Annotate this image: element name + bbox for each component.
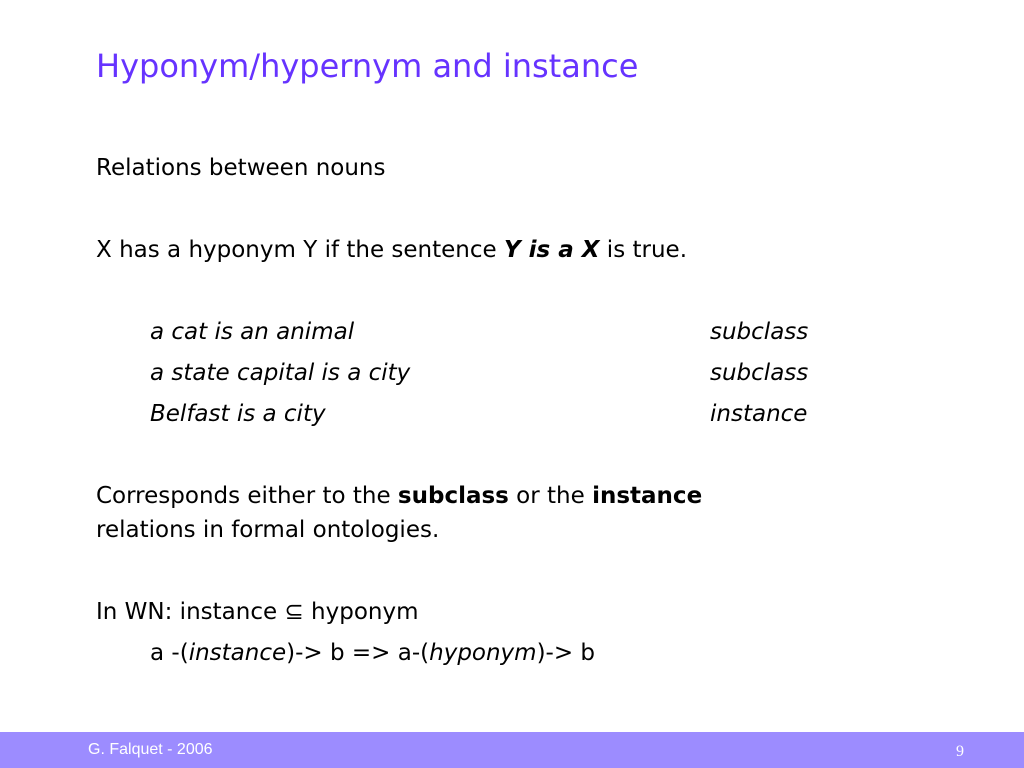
corresponds-line-1 (96, 479, 702, 513)
slide-title: Hyponym/hypernym and instance (96, 47, 639, 85)
definition-prefix: X has a hyponym Y if the sentence (96, 237, 504, 263)
example-relation: instance (710, 401, 808, 427)
rule-instance: instance (188, 640, 287, 666)
corresponds-part1: Corresponds either to the (96, 483, 398, 509)
corresponds-term-subclass: subclass (397, 483, 509, 509)
definition-emphasis: Y is a X (503, 237, 600, 263)
footer-author: G. Falquet - 2006 (88, 741, 213, 758)
example-sentence: Belfast is a city (150, 401, 326, 427)
page-number: 9 (956, 743, 964, 760)
definition-suffix: is true. (599, 237, 688, 263)
rule-middle: )-> b => a-( (286, 640, 430, 666)
wn-suffix: hyponym (303, 599, 419, 625)
example-sentence: a cat is an animal (150, 319, 355, 345)
example-sentence: a state capital is a city (150, 360, 411, 386)
corresponds-part2: or the (508, 483, 593, 509)
wn-statement (96, 595, 418, 629)
example-relation: subclass (710, 319, 809, 345)
rule-hyponym: hyponym (429, 640, 537, 666)
wn-prefix: In WN: instance (96, 599, 285, 625)
hyponym-definition (96, 233, 687, 267)
footer-bar (0, 732, 1024, 768)
intro-text: Relations between nouns (96, 155, 386, 181)
example-relation: subclass (710, 360, 809, 386)
rule-a-open: a -( (150, 640, 189, 666)
corresponds-line-2: relations in formal ontologies. (96, 517, 440, 543)
subset-symbol: ⊆ (284, 599, 304, 625)
rule-end: )-> b (536, 640, 596, 666)
corresponds-term-instance: instance (592, 483, 703, 509)
wn-rule (150, 636, 595, 670)
